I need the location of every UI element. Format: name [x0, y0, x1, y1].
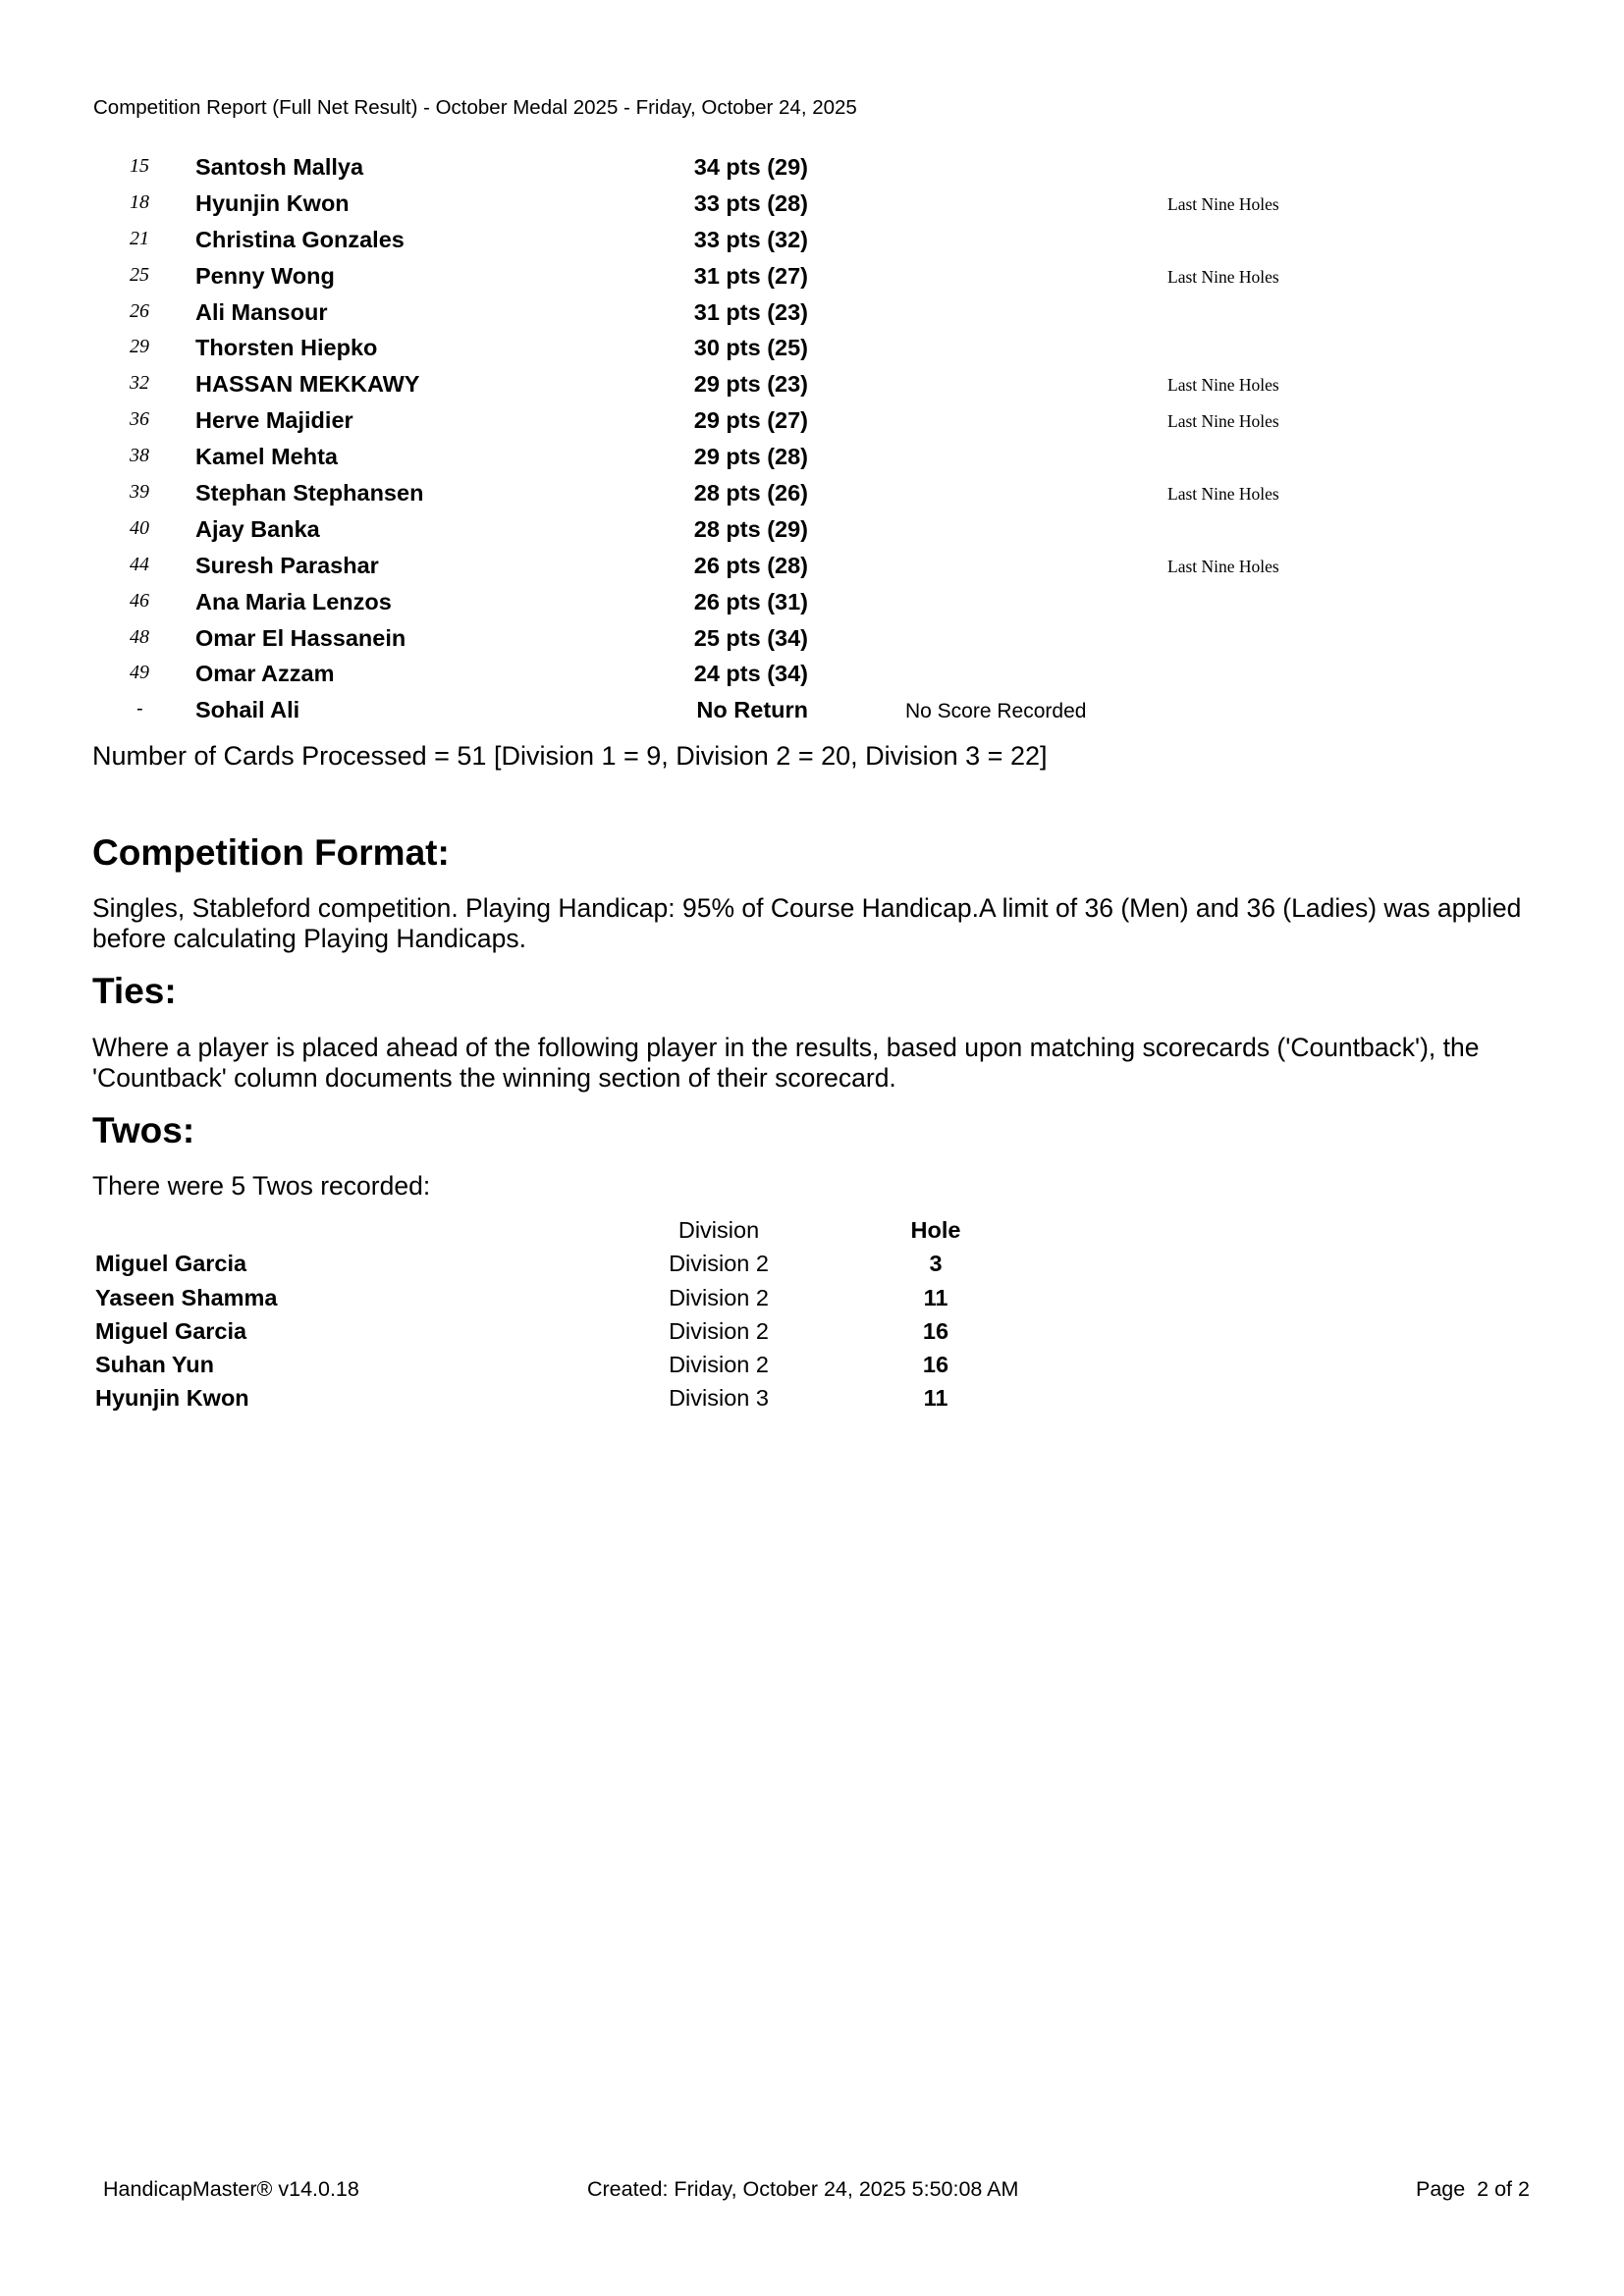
result-note: No Score Recorded	[905, 700, 1087, 723]
countback-label: Last Nine Holes	[1167, 193, 1279, 214]
result-row	[0, 260, 1624, 296]
twos-division: Division 2	[669, 1251, 769, 1277]
result-position: 36	[130, 408, 149, 431]
result-position: 49	[130, 662, 149, 684]
player-name: HASSAN MEKKAWY	[195, 371, 420, 398]
player-name: Herve Majidier	[195, 407, 353, 434]
player-score: 34 pts (29)	[693, 154, 808, 180]
result-position: 44	[130, 553, 149, 575]
result-row	[0, 622, 1624, 659]
player-name: Penny Wong	[195, 262, 335, 289]
player-score: 31 pts (27)	[693, 262, 808, 289]
column-header-division: Division	[677, 1217, 760, 1243]
player-score: 31 pts (23)	[693, 298, 808, 325]
result-row	[0, 187, 1624, 224]
twos-row	[0, 1248, 1624, 1281]
result-position: 21	[130, 227, 149, 249]
twos-division: Division 2	[669, 1317, 769, 1344]
twos-division: Division 2	[669, 1352, 769, 1378]
player-score: 28 pts (26)	[693, 480, 808, 507]
result-row	[0, 694, 1624, 730]
player-name: Omar Azzam	[195, 661, 335, 687]
cards-processed-summary: Number of Cards Processed = 51 [Division 1 = 9, Division 2 = 20, Division 3 = 22]	[92, 741, 1048, 771]
result-row	[0, 296, 1624, 333]
result-row	[0, 477, 1624, 513]
twos-row	[0, 1349, 1624, 1382]
twos-row	[0, 1382, 1624, 1415]
result-position: 32	[130, 372, 149, 395]
page-header-title: Competition Report (Full Net Result) - October Medal 2025 - Friday, October 24, 2025	[93, 96, 857, 119]
result-row	[0, 368, 1624, 404]
result-position: 39	[130, 481, 149, 504]
twos-division: Division 3	[669, 1385, 769, 1412]
result-row	[0, 441, 1624, 477]
result-position: 18	[130, 190, 149, 213]
column-header-hole: Hole	[910, 1217, 961, 1243]
twos-table	[0, 1214, 1624, 1416]
result-row	[0, 586, 1624, 622]
player-score: 29 pts (28)	[693, 444, 808, 470]
twos-hole: 11	[923, 1385, 948, 1412]
result-position: 38	[130, 445, 149, 467]
twos-player-name: Miguel Garcia	[95, 1251, 247, 1277]
twos-hole: 16	[922, 1317, 949, 1344]
player-score: 26 pts (28)	[693, 552, 808, 578]
player-score: 26 pts (31)	[693, 588, 808, 614]
twos-intro: There were 5 Twos recorded:	[92, 1171, 431, 1201]
player-name: Omar El Hassanein	[195, 624, 406, 651]
player-name: Suresh Parashar	[195, 552, 379, 578]
result-position: 25	[130, 263, 149, 286]
result-position: 26	[130, 299, 149, 322]
player-score: No Return	[696, 697, 808, 723]
player-score: 28 pts (29)	[693, 515, 808, 542]
twos-player-name: Miguel Garcia	[95, 1317, 247, 1344]
twos-hole: 11	[923, 1284, 948, 1310]
twos-row	[0, 1315, 1624, 1349]
player-name: Kamel Mehta	[195, 444, 338, 470]
result-position: 29	[130, 336, 149, 358]
player-name: Hyunjin Kwon	[195, 189, 350, 216]
result-row	[0, 224, 1624, 260]
result-position: 15	[130, 155, 149, 177]
countback-label: Last Nine Holes	[1167, 484, 1279, 505]
player-name: Christina Gonzales	[195, 226, 405, 252]
player-score: 33 pts (28)	[693, 189, 808, 216]
countback-label: Last Nine Holes	[1167, 556, 1279, 576]
player-score: 24 pts (34)	[693, 661, 808, 687]
twos-division: Division 2	[669, 1284, 769, 1310]
ties-text: Where a player is placed ahead of the following player in the results, based upon matching scorecards ('Countback'), the 'Countback' column documents the winning section of their scorecard.	[92, 1033, 1480, 1093]
twos-table-header	[0, 1214, 1624, 1248]
player-name: Sohail Ali	[195, 697, 300, 723]
countback-label: Last Nine Holes	[1167, 266, 1279, 287]
player-name: Ali Mansour	[195, 298, 328, 325]
competition-format-heading: Competition Format:	[92, 832, 450, 873]
ties-heading: Ties:	[92, 971, 177, 1011]
result-position: 48	[130, 625, 149, 648]
twos-heading: Twos:	[92, 1110, 195, 1150]
countback-label: Last Nine Holes	[1167, 375, 1279, 396]
player-name: Ana Maria Lenzos	[195, 588, 392, 614]
result-row	[0, 151, 1624, 187]
result-row	[0, 658, 1624, 694]
twos-row	[0, 1282, 1624, 1315]
player-name: Santosh Mallya	[195, 154, 364, 180]
player-score: 33 pts (32)	[693, 226, 808, 252]
result-position: 40	[130, 516, 149, 539]
competition-format-text: Singles, Stableford competition. Playing Handicap: 95% of Course Handicap.A limit of 36 (Men) and 36 (Ladies) was applied before calculating Playing Handicaps.	[92, 893, 1522, 953]
result-row	[0, 332, 1624, 368]
twos-player-name: Hyunjin Kwon	[95, 1385, 249, 1412]
result-row	[0, 550, 1624, 586]
twos-player-name: Suhan Yun	[95, 1352, 214, 1378]
twos-player-name: Yaseen Shamma	[95, 1284, 278, 1310]
footer-created-timestamp: Created: Friday, October 24, 2025 5:50:08 AM	[587, 2177, 1019, 2201]
twos-hole: 16	[922, 1352, 949, 1378]
result-row	[0, 404, 1624, 441]
countback-label: Last Nine Holes	[1167, 411, 1279, 432]
results-list	[0, 151, 1624, 730]
player-score: 29 pts (27)	[693, 407, 808, 434]
footer-software-version: HandicapMaster® v14.0.18	[103, 2177, 359, 2201]
player-score: 25 pts (34)	[693, 624, 808, 651]
footer-page-number: Page 2 of 2	[1416, 2177, 1530, 2201]
player-name: Thorsten Hiepko	[195, 335, 378, 361]
result-position: 46	[130, 589, 149, 612]
twos-hole: 3	[929, 1251, 943, 1277]
result-row	[0, 513, 1624, 550]
player-name: Stephan Stephansen	[195, 480, 424, 507]
player-score: 30 pts (25)	[693, 335, 808, 361]
player-name: Ajay Banka	[195, 515, 320, 542]
player-score: 29 pts (23)	[693, 371, 808, 398]
result-position: -	[136, 698, 143, 721]
